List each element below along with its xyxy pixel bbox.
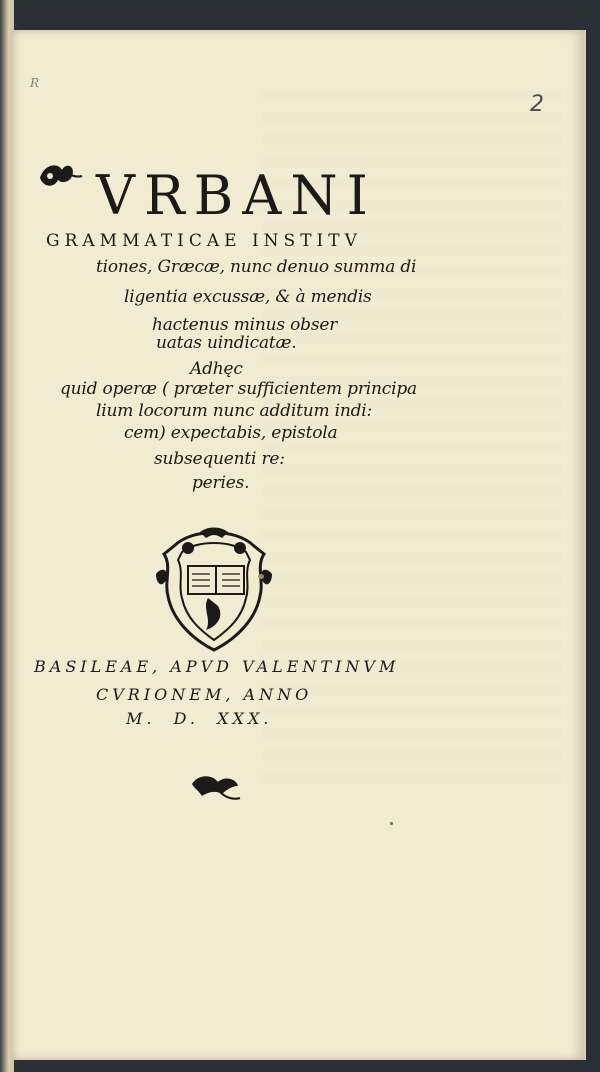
- title-line-9: cem) expectabis, epistola: [124, 423, 338, 443]
- title-line-5: uatas uindicatæ.: [156, 333, 297, 353]
- fleuron-leaf-icon: [190, 772, 242, 802]
- title-line-11: peries.: [192, 473, 250, 493]
- corner-mark: R: [30, 76, 40, 90]
- printers-device-shield-icon: [152, 526, 276, 654]
- ink-speck: [390, 822, 393, 825]
- folio-number: 2: [530, 92, 544, 117]
- title-line-10: subsequenti re:: [154, 449, 285, 469]
- title-line-6: Adhęc: [190, 359, 243, 379]
- fleuron-leaf-icon: [36, 158, 84, 192]
- imprint-line-3: M. D. XXX.: [126, 709, 273, 728]
- title-page: [12, 30, 586, 1060]
- title-line-2: tiones, Græcæ, nunc denuo summa di: [96, 257, 417, 277]
- imprint-line-2: CVRIONEM, ANNO: [96, 685, 313, 704]
- title-line-3: ligentia excussæ, & à mendis: [124, 287, 372, 307]
- title-line-4: hactenus minus obser: [152, 315, 338, 335]
- imprint-line-1: BASILEAE, APVD VALENTINVM: [34, 657, 400, 676]
- title-line-7: quid operæ ( præter sufficientem principa: [60, 379, 417, 399]
- title-line-1: GRAMMATICAE INSTITV: [46, 231, 362, 251]
- title-word: VRBANI: [96, 164, 377, 227]
- ink-speck: [258, 574, 264, 579]
- title-line-8: lium locorum nunc additum indi:: [96, 401, 373, 421]
